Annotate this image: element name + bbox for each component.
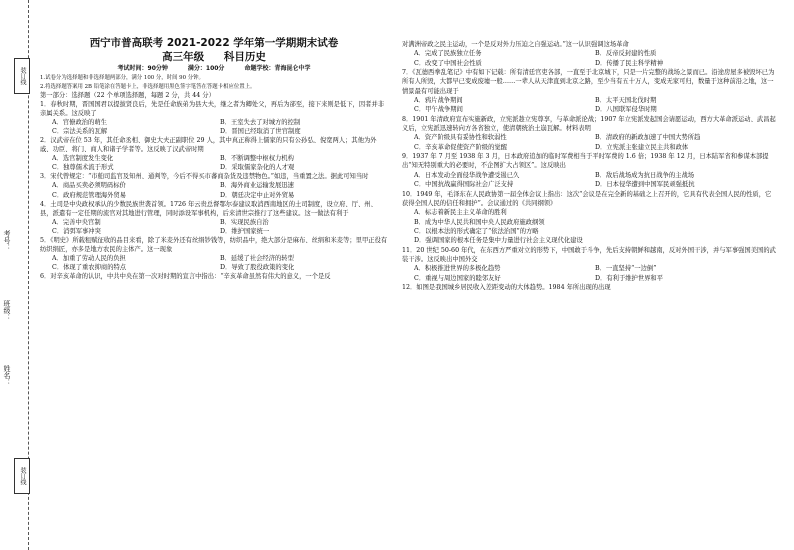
- answer-option: D．维护国家统一: [220, 227, 270, 235]
- answer-option: D．朝廷决定中止对外贸易: [220, 191, 295, 199]
- left-question-list: [40, 100, 388, 281]
- answer-option: C．政府规范管理海外贸易: [52, 191, 127, 199]
- question-stem: 4．土司是中央政权承认的少数民族世袭首领。1726 年云贵总督鄂尔泰建议取消西南地区的土司制度，设立府、厅、州、县，派遣有一定任期的流官对其地进行管理，同时添设军事机构，后来清世宗推行了这些建议。这一做法有利于: [40, 200, 377, 217]
- answer-option: D．传播了民主科学精神: [595, 59, 664, 67]
- exam-time: 考试时间：90分钟: [117, 65, 168, 72]
- answer-option: D．日本侵华遭到中国军民顽强抵抗: [595, 181, 695, 189]
- class-field[interactable]: 班级：: [3, 300, 11, 321]
- question-stem: 11．20 世纪 50-60 年代，在东西方严重对立的形势下，中国敢于斗争，先后支持朝鲜和越南，反对外国干涉，并与军事强国美国的武装干涉。这反映出中国外交: [402, 246, 776, 263]
- answer-option: A．选官制度发生变化: [52, 155, 114, 163]
- answer-option: D．晋国已经取消了世官制度: [220, 128, 301, 136]
- answer-option: C．重视与周边国家的睦邻友好: [414, 274, 501, 282]
- answer-option: B．不断调整中枢权力机构: [220, 155, 294, 163]
- question-stem: 对满洲帝政之民主运动，一个是反对外力压迫之自强运动。”这一认识强调这场革命: [402, 41, 629, 48]
- question: [40, 172, 388, 199]
- question-stem: 12．如图是我国城乡居民收入差距变动的大体趋势。1984 年所出现的出现: [402, 283, 611, 291]
- exam-number-field[interactable]: 考号：: [3, 230, 11, 251]
- right-question-list: [402, 40, 776, 292]
- option-grid: [40, 254, 388, 272]
- question-stem: 1．春秋时期，晋国国君以提拔贤良后，先是任命族弟为县大夫，继之者为卿处父，再后为郤至，接下来则是低下，因者并非亲属关系。这反映了: [40, 101, 385, 118]
- answer-option: B．清政府的新政加速了中国大势所趋: [595, 134, 701, 142]
- question: [40, 100, 388, 136]
- answer-option: D．有利于维护世界和平: [595, 274, 664, 282]
- question: [40, 236, 388, 272]
- answer-option: A．完善中央官制: [52, 218, 101, 226]
- answer-option: B．延缓了社会经济的转型: [220, 254, 294, 262]
- note-1: 1.试卷分为选择题和非选择题两部分，满分 100 分，时间 90 分钟。: [40, 75, 204, 81]
- name-field[interactable]: 姓名：: [3, 365, 11, 386]
- answer-option: B．实现民族自治: [220, 218, 269, 226]
- grade-label: 高三年级: [162, 51, 205, 63]
- answer-option: D．八国联军侵华时期: [595, 106, 657, 114]
- answer-option: D．导致了股役政策的变化: [220, 263, 295, 271]
- option-grid: [40, 218, 388, 236]
- answer-option: C．消弭军事冲突: [52, 227, 101, 235]
- answer-option: D．强调国家的根本任务是集中力量进行社会主义现代化建设: [414, 237, 583, 245]
- answer-option: C．宗法关系的瓦解: [52, 128, 108, 136]
- option-grid: [402, 133, 776, 152]
- question: [40, 272, 388, 281]
- question-stem: 7．《瓦德西拳乱笔记》中有如下记载：所有清廷官吏各部，一直至于北京城下，只是一片完整的战场之景而已。沿途房屋多被毁坏已为所有人所毁，大都早已变成废墟一般……一辈人从天津直到北京之路，至少当有五十万人，变成无家可归，数量于这种前沿之地，这一情景最有可能出现于: [402, 69, 775, 95]
- answer-option: B．王室失去了对城方的控制: [220, 119, 301, 127]
- option-grid: [402, 49, 776, 68]
- binding-label-top: 装订线: [14, 58, 30, 94]
- option-grid: [40, 118, 388, 136]
- exam-title: 西宁市普高联考 2021-2022 学年第一学期期末试卷: [89, 37, 339, 49]
- answer-option: B．成为中华人民共和国中央人民政府施政纲领: [414, 218, 545, 226]
- answer-option: A．商品买卖必须明码标价: [52, 182, 126, 190]
- answer-option: B．敌后战场成为抗日战争的主战场: [595, 171, 695, 179]
- exam-score: 满分：100分: [187, 65, 225, 72]
- question-stem: 6．对辛亥革命的认识，中共中央在第一次对时期的宣言中指出：“辛亥革命虽然有伟大的意义，一个是反: [40, 272, 331, 280]
- question-stem: 3．宋代曾规定：“市舶司监官及知州、通判等，今后不得买市蕃商杂货及违禁物色。”如违，当重置之法。据此可知当时: [40, 173, 369, 181]
- option-grid: [402, 171, 776, 190]
- binding-label-bottom: 装订线: [14, 458, 30, 494]
- answer-option: C．以根本法的形式确定了“依法治国”的方略: [414, 227, 539, 235]
- answer-option: A．鸦片战争期间: [414, 97, 463, 105]
- answer-option: B．海外商业运输发展迅速: [220, 182, 294, 190]
- question-stem: 2．汉武帝在位 53 年，其任命丞相、御史大夫正副职位 29 人，其中真正称得上儒家的只有公孙弘、倪宽两人；其他为外戚、功臣、将门、商人和诸子学者等。这反映了汉武帝时期: [40, 137, 377, 154]
- question: [402, 40, 776, 68]
- right-column: [402, 40, 776, 292]
- answer-option: C．体现了重农抑商的特点: [52, 263, 127, 271]
- question: [40, 200, 388, 236]
- subject-label: 科目历史: [223, 51, 266, 63]
- answer-option: C．独尊儒术流于形式: [52, 164, 114, 172]
- question-stem: 5．《明史》所载租赋征收的品目来看，除了米麦外还有丝绢钞钱等，纺织品中，绝大部分是麻布、丝绢和米麦等；里甲正役有纺织绢匠，亦多是地方农民的主体产。这一现象: [40, 236, 388, 253]
- answer-option: A．加重了劳动人民的负担: [52, 254, 126, 262]
- answer-option: B．反帝反封建的性质: [595, 50, 657, 58]
- exam-subtitle: [40, 50, 388, 64]
- answer-option: C．改变了中国社会性质: [414, 59, 482, 67]
- question: [402, 115, 776, 152]
- question-stem: 9．1937 年 7 月至 1938 年 3 月，日本政府追加的临时军费相当于平时军费的 1.6 倍；1938 年 12 月，日本陆军省和参谋本部提出“知无特别重大的必要时，不企图扩大占领区”。这反映出: [402, 153, 769, 170]
- option-grid: [402, 96, 776, 115]
- note-2: 2.将选择题答案用 2B 铅笔涂在答题卡上，非选择题用黑色签字笔答在答题卡相应位置上。: [40, 83, 256, 90]
- exam-meta: [40, 64, 388, 74]
- answer-option: A．资产阶级具有妥协性和软弱性: [414, 134, 507, 142]
- question: [402, 246, 776, 283]
- question-stem: 10．1949 年，毛泽东在人民政协第一届全体会议上指出：这次“会议是在完全新的基础之上召开的，它具有代表全国人民的性质，它获得全国人民的信任和拥护”。会议通过的《共同纲领》: [402, 190, 772, 207]
- question: [402, 152, 776, 189]
- option-grid: [40, 181, 388, 199]
- answer-option: C．辛亥革命促使资产阶级的觉醒: [414, 143, 507, 151]
- answer-option: A．完成了民族独立任务: [414, 50, 482, 58]
- answer-option: A．标志着新民主主义革命的胜利: [414, 209, 507, 217]
- exam-author: 命题学校：青海昆仑中学: [244, 65, 311, 72]
- answer-option: A．日本发动全面侵华战争遭受遏已久: [414, 171, 520, 179]
- answer-option: A．积极推进世界的多极化趋势: [414, 265, 501, 273]
- answer-option: D．采取儒家杂化的人才观: [220, 164, 295, 172]
- answer-option: C．甲午战争期间: [414, 106, 463, 114]
- option-grid: [40, 154, 388, 172]
- section-heading: 第一部分：选择题（22 个单项选择题，每题 2 分，共 44 分）: [40, 92, 215, 99]
- question-stem: 8．1901 年清政府宣布实施新政，立宪派趁立宪尊享，与革命派论战；1907 年立宪派发起国会请愿运动，西方大革命派运动、武昌起义后，立宪派迅速转向方各省独立，使清朝统治土崩瓦解。材料表明: [402, 115, 776, 133]
- answer-option: B．一直坚持“一边倒”: [595, 265, 657, 273]
- left-column: [40, 36, 388, 281]
- question: [402, 283, 776, 292]
- answer-option: A．官僚政治的萌生: [52, 119, 107, 127]
- question: [402, 190, 776, 246]
- answer-option: C．中国抗战赢得国际社会广泛支持: [414, 181, 514, 189]
- question: [40, 136, 388, 172]
- option-grid: [402, 264, 776, 283]
- binding-gutter: [0, 0, 40, 550]
- question: [402, 68, 776, 115]
- answer-option: B．太平天国北伐时期: [595, 97, 657, 105]
- answer-option: D．立宪派主张建立民主共和政体: [595, 143, 689, 151]
